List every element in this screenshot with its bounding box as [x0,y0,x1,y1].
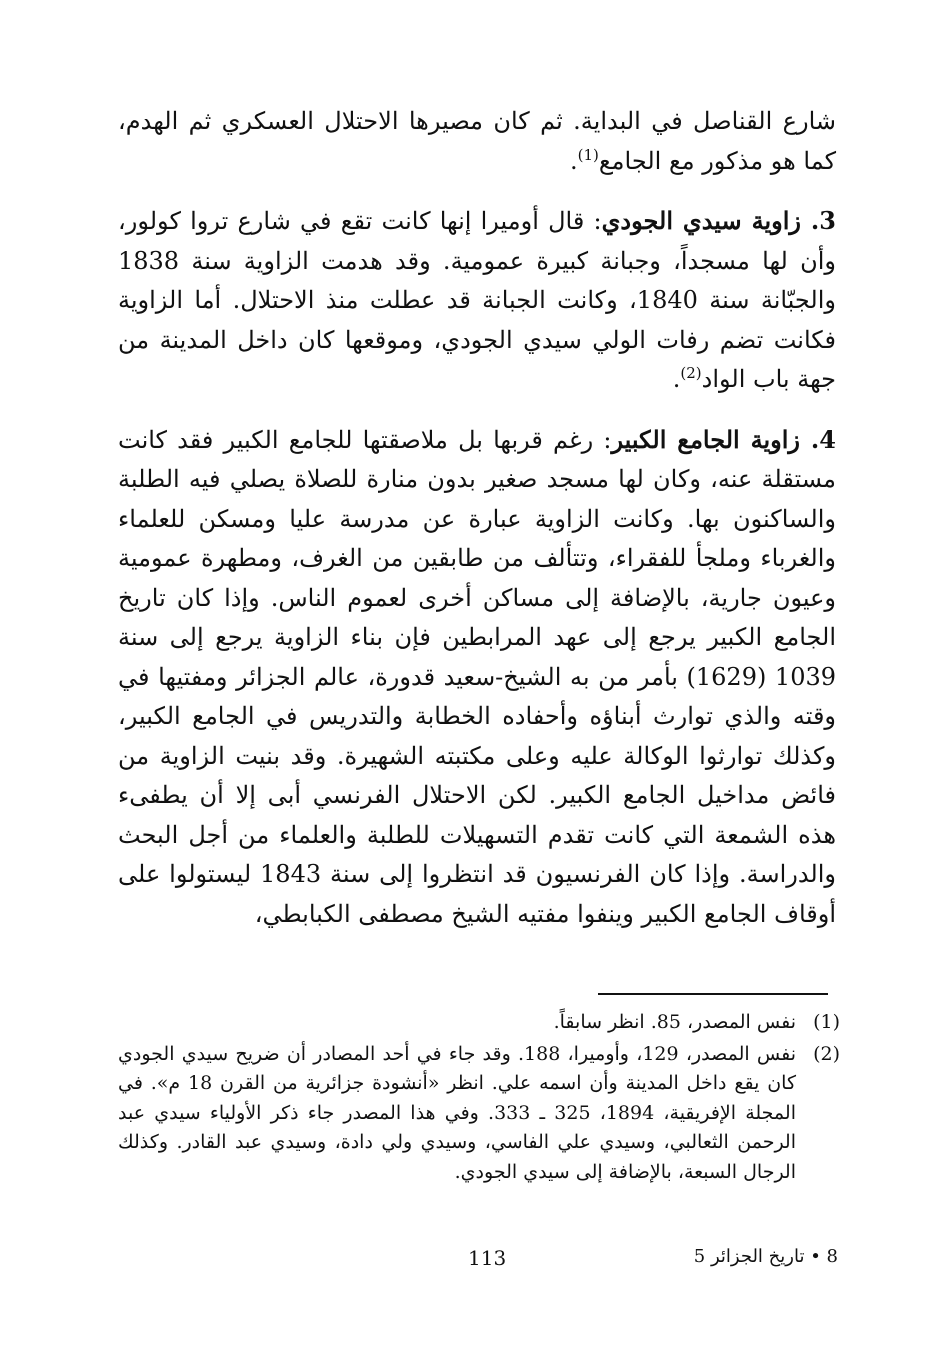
section-heading: 4. زاوية الجامع الكبير [611,424,836,454]
paragraph-text: : رغم قربها بل ملاصقتها للجامع الكبير فقد كانت مستقلة عنه، وكان لها مسجد صغير بدون منارة للصلاة يصلي فيه الطلبة والساكنون بها. وكانت الزاوية عبارة عن مدرسة عليا ومسكن للعلماء والغرباء وملجأ للفقراء، وتتألف من طابقين من الغرف، ومطهرة عمومية وعيون جارية، بالإضافة إلى مساكن أخرى لعموم الناس. وإذا كان تاريخ الجامع الكبير يرجع إلى عهد المرابطين فإن بناء الزاوية يرجع إلى سنة 1039 (1629) بأمر من به الشيخ-سعيد قدورة، عالم الجزائر ومفتيها في وقته والذي توارث أبناؤه وأحفاده الخطابة والتدريس في الجامع الكبير، وكذلك توارثوا الوكالة عليه وعلى مكتبته الشهيرة. وقد بنيت الزاوية من فائض مداخيل الجامع الكبير. لكن الاحتلال الفرنسي أبى إلا أن يطفىء هذه الشمعة التي كانت تقدم التسهيلات للطلبة والعلماء من أجل البحث والدراسة. وإذا كان الفرنسيون قد انتظروا إلى سنة 1843 ليستولوا على أوقاف الجامع الكبير وينفوا مفتيه الشيخ مصطفى الكبابطي، [118,425,837,928]
footnote-separator [598,993,828,995]
footnote-number: (2) [813,1042,840,1065]
footnotes [118,1008,840,1187]
footnote-text: نفس المصدر، 85. انظر سابقاً. [553,1011,796,1033]
paragraph-text: شارع القناصل في البداية. ثم كان مصيرها الاحتلال العسكري ثم الهدم، كما هو مذكور مع الجامع [118,107,836,175]
footnote-marker: (1) [577,145,599,164]
page-number: 113 [468,1246,507,1270]
section-heading: 3. زاوية سيدي الجودي [601,206,836,235]
running-head: 8 • تاريخ الجزائر 5 [693,1246,838,1267]
footnote-number: (1) [813,1011,840,1033]
paragraph-zawiya-great-mosque [118,420,836,935]
paragraph-end: . [672,365,681,393]
paragraph-continuation [118,102,836,181]
main-text [118,102,836,934]
page-footer [118,1246,838,1274]
paragraph-zawiya-sidi-al-judi [118,201,836,400]
paragraph-text: : قال أوميرا إنها كانت تقع في شارع تروا كولور، وأن لها مسجداً، وجبانة كبيرة عمومية. وقد هدمت الزاوية سنة 1838 والجبّانة سنة 1840، وكانت الجبانة قد عطلت منذ الاحتلال. أما الزاوية فكانت تضم رفات الولي سيدي الجودي، وموقعها كان داخل المدينة من جهة باب الواد [118,207,836,393]
paragraph-end: . [570,146,578,175]
footnote-item [118,1008,840,1038]
footnote-marker: (2) [680,364,702,382]
footnote-item [118,1040,840,1188]
footnote-text: نفس المصدر، 129، وأوميرا، 188. وقد جاء في أحد المصادر أن ضريح سيدي الجودي كان يقع داخل المدينة وأن اسمه علي. انظر «أنشودة جزائرية من القرن 18 م». في المجلة الإفريقية، 1894، 325 ـ 333. وفي هذا المصدر جاء ذكر الأولياء سيدي عبد الرحمن الثعالبي، وسيدي علي الفاسي، وسيدي ولي دادة، وسيدي عبد القادر. وكذلك الرجال السبعة، بالإضافة إلى سيدي الجودي. [118,1042,796,1183]
